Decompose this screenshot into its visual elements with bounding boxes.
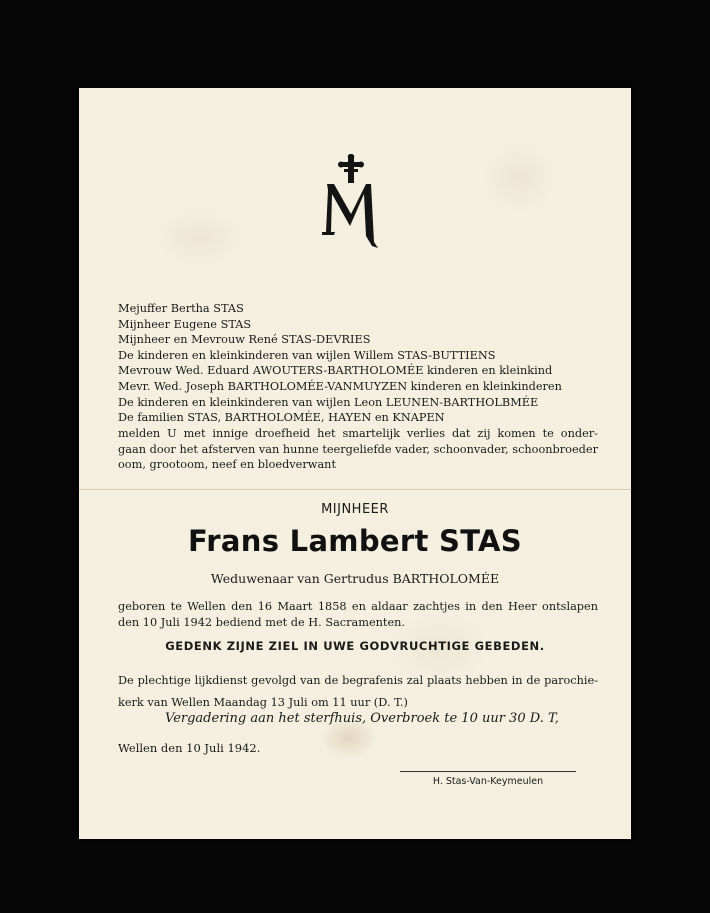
funeral-service-text [118,670,598,714]
service-line: kerk van Wellen Maandag 13 Juli om 11 uur (D. T.) [118,696,408,709]
widower-of: Weduwenaar van Gertrudus BARTHOLOMÉE [210,571,500,586]
relative-line: Mijnheer Eugene STAS [118,317,252,331]
relative-line: De kinderen en kleinkinderen van wijlen Willem STAS-BUTTIENS [118,348,496,362]
death-notice-card [79,88,631,839]
relative-line: Mevr. Wed. Joseph BARTHOLOMÉE-VANMUYZEN kinderen en kleinkinderen [118,379,562,393]
announcement-line: gaan door het afsterven van hunne teergeliefde vader, schoonvader, schoonbroeder [118,442,598,456]
deceased-name: Frans Lambert STAS [188,524,522,558]
prayer-request: GEDENK ZIJNE ZIEL IN UWE GODVRUCHTIGE GEBEDEN. [165,639,545,653]
signature: H. Stas-Van-Keymeulen [432,776,544,787]
birth-death-line: geboren te Wellen den 16 Maart 1858 en aldaar zachtjes in den Heer ontslapen [118,600,598,613]
relative-line: Mejuffer Bertha STAS [118,302,244,315]
service-line: De plechtige lijkdienst gevolgd van de begrafenis zal plaats hebben in de parochie- [118,674,598,687]
announcement-text [118,426,598,473]
marian-monogram-cross-icon [322,154,384,252]
signature-line [400,771,576,772]
relative-line: Mevrouw Wed. Eduard AWOUTERS-BARTHOLOMÉE kinderen en kleinkind [118,364,553,378]
place-date: Wellen den 10 Juli 1942. [118,741,261,755]
relatives-list [118,301,598,426]
birth-death-text [118,599,598,630]
honorific: MIJNHEER [321,502,389,517]
paper-fold-line [79,489,631,490]
relative-line: Mijnheer en Mevrouw René STAS-DEVRIES [118,333,371,347]
gathering-info: Vergadering aan het sterfhuis, Overbroek te 10 uur 30 D. T, [165,711,559,726]
announcement-line: melden U met innige droefheid het smartelijk verlies dat zij komen te onder- [118,427,598,440]
birth-death-line: den 10 Juli 1942 bediend met de H. Sacramenten. [118,615,406,629]
relative-line: De kinderen en kleinkinderen van wijlen Leon LEUNEN-BARTHOLBMÉE [118,395,539,409]
relative-line: De familien STAS, BARTHOLOMÉE, HAYEN en KNAPEN [118,411,445,425]
announcement-line: oom, grootoom, neef en bloedverwant [118,458,336,472]
